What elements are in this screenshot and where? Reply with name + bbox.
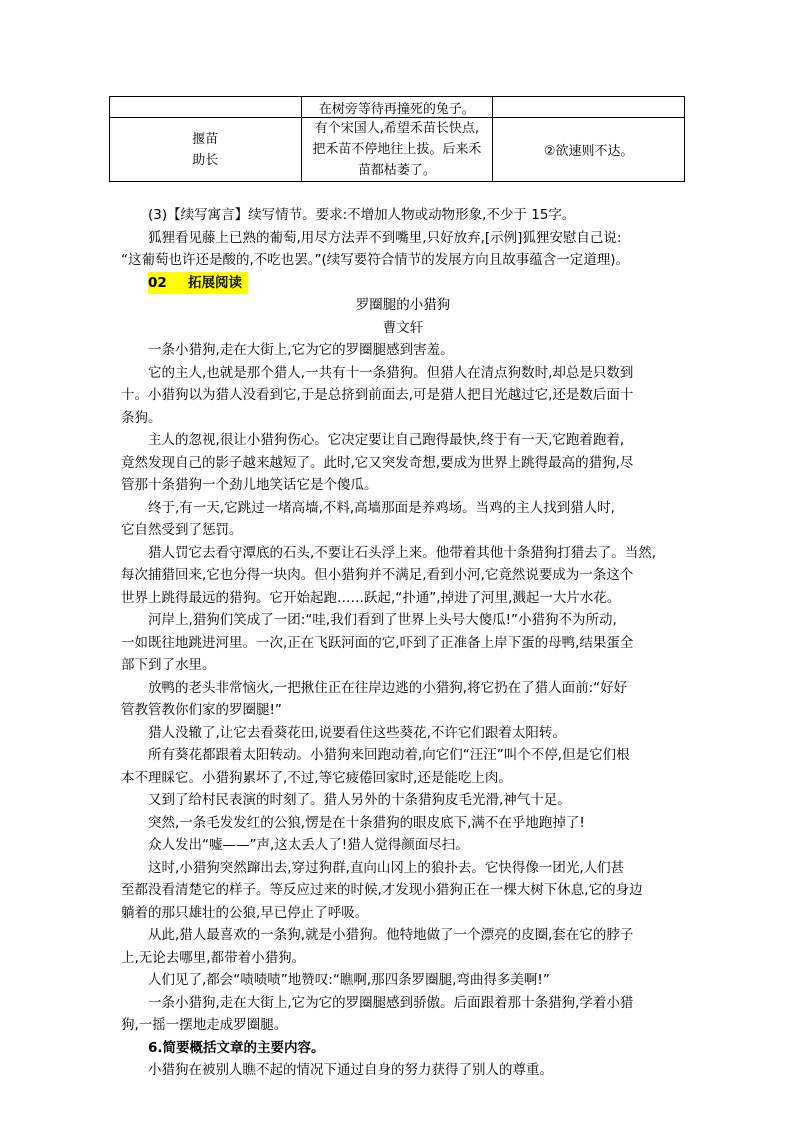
table-cell	[110, 97, 302, 118]
main-content	[121, 204, 685, 1082]
article-line: 主人的忽视,很让小猎狗伤心。它决定要让自己跑得最快,终于有一天,它跑着跑着,	[148, 432, 625, 448]
article-author: 曹文轩	[382, 319, 424, 336]
idiom-line: 揠苗	[192, 131, 219, 147]
article-line: 上,无论去哪里,都带着小猎狗。	[121, 949, 306, 966]
article-line: 至都没看清楚它的样子。等反应过来的时候,才发现小猎狗正在一棵大树下休息,它的身边	[121, 882, 643, 898]
article-line: 人们见了,都会“啧啧啧”地赞叹:“瞧啊,那四条罗圈腿,弯曲得多美啊!”	[148, 972, 550, 988]
story-cell	[301, 118, 493, 182]
article-line: 猎人没辙了,让它去看葵花田,说要看住这些葵花,不许它们跟着太阳转。	[148, 724, 566, 741]
article-line: 竟然发现自己的影子越来越短了。此时,它又突发奇想,要成为世界上跳得最高的猎狗,尽	[121, 454, 634, 471]
story-line: 有个宋国人,希望禾苗长快点,	[314, 121, 480, 136]
section-title: 拓展阅读	[188, 274, 242, 291]
article-line: 狗,一摇一摆地走成罗圈腿。	[121, 1017, 288, 1033]
table-row	[110, 97, 685, 118]
question-3-answer: 狐狸看见藤上已熟的葡萄,用尽方法弄不到嘴里,只好放弃,[示例]狐狸安慰自己说:	[148, 229, 622, 246]
article-line: 放鸭的老头非常恼火,一把揪住正在往岸边逃的小猎狗,将它扔在了猎人面前:“好好	[148, 679, 628, 696]
article-line: 这时,小猎狗突然蹿出去,穿过狗群,直向山冈上的狼扑去。它快得像一团光,人们甚	[148, 859, 625, 876]
article-line: 终于,有一天,它跳过一堵高墙,不料,高墙那面是养鸡场。当鸡的主人找到猎人时,	[148, 499, 615, 516]
article-line: 它的主人,也就是那个猎人,一共有十一条猎狗。但猎人在清点狗数时,却总是只数到	[148, 364, 634, 381]
article-line: 从此,猎人最喜欢的一条狗,就是小猎狗。他特地做了一个漂亮的皮圈,套在它的脖子	[148, 927, 634, 943]
article-line: 每次捕猎回来,它也分得一块肉。但小猎狗并不满足,看到小河,它竟然说要成为一条这个	[121, 567, 634, 583]
article-line: 部下到了水里。	[121, 657, 216, 673]
question-3: (3)【续写寓言】续写情节。要求:不增加人物或动物形象,不少于 15字。	[148, 207, 576, 223]
article-line: 一条小猎狗,走在大街上,它为它的罗圈腿感到骄傲。后面跟着那十条猎狗,学着小猎	[148, 994, 634, 1011]
question-3-answer-cont: “这葡萄也许还是酸的,不吃也罢。”(续写要符合情节的发展方向且故事蕴含一定道理)。	[121, 252, 630, 268]
article-line: 管教管教你们家的罗圈腿!”	[121, 702, 282, 718]
article-line: 本不理睬它。小猎狗累坏了,不过,等它疲倦回家时,还是能吃上肉。	[121, 769, 512, 786]
article-line: 条狗。	[121, 409, 162, 426]
section-heading	[121, 272, 685, 295]
idiom-line: 助长	[192, 152, 219, 168]
idiom-cell	[110, 118, 302, 182]
article-line: 又到了给村民表演的时刻了。猎人另外的十条猎狗皮毛光滑,神气十足。	[148, 792, 571, 808]
story-line: 苗都枯萎了。	[357, 163, 436, 178]
article-line: 躺着的那只雄壮的公狼,早已停止了呼吸。	[121, 904, 369, 921]
article-line: 猎人罚它去看守潭底的石头,不要让石头浮上来。他带着其他十条猎狗打猎去了。当然,	[148, 544, 657, 561]
article-body	[121, 339, 685, 1037]
article-line: 管那十条猎狗一个劲儿地笑话它是个傻瓜。	[121, 477, 378, 493]
story-line: 把禾苗不停地往上拔。后来禾	[312, 142, 482, 157]
table-cell: 在树旁等待再撞死的兔子。	[301, 97, 493, 118]
article-line: 它自然受到了惩罚。	[121, 522, 243, 538]
meaning-cell: ②欲速则不达。	[493, 118, 685, 182]
article-line: 众人发出“嘘——”声,这太丢人了!猎人觉得颜面尽扫。	[148, 837, 469, 853]
article-title: 罗圈腿的小猎狗	[355, 297, 451, 313]
article-line: 一条小猎狗,走在大街上,它为它的罗圈腿感到害羞。	[148, 342, 454, 358]
article-line: 世界上跳得最远的猎狗。它开始起跑……跃起,“扑通”,掉进了河里,溅起一大片水花。	[121, 589, 621, 606]
section-highlight	[148, 272, 248, 295]
table-cell	[493, 97, 685, 118]
article-line: 河岸上,猎狗们笑成了一团:“哇,我们看到了世界上头号大傻瓜!”小猎狗不为所动,	[148, 612, 617, 628]
question-6: 6.简要概括文章的主要内容。	[148, 1039, 325, 1056]
section-number: 02	[148, 274, 167, 291]
article-line: 所有葵花都跟着太阳转动。小猎狗来回跑动着,向它们“汪汪”叫个不停,但是它们根	[148, 747, 630, 763]
article-line: 一如既往地跳进河里。一次,正在飞跃河面的它,吓到了正准备上岸下蛋的母鸭,结果蛋全	[121, 634, 634, 651]
article-line: 突然,一条毛发发红的公狼,愣是在十条猎狗的眼皮底下,满不在乎地跑掉了!	[148, 814, 585, 831]
table-row	[110, 118, 685, 182]
article-line: 十。小猎狗以为猎人没看到它,于是总挤到前面去,可是猎人把目光越过它,还是数后面十	[121, 387, 634, 403]
fable-table	[109, 96, 685, 182]
question-6-answer: 小猎狗在被别人瞧不起的情况下通过自身的努力获得了别人的尊重。	[148, 1062, 553, 1078]
